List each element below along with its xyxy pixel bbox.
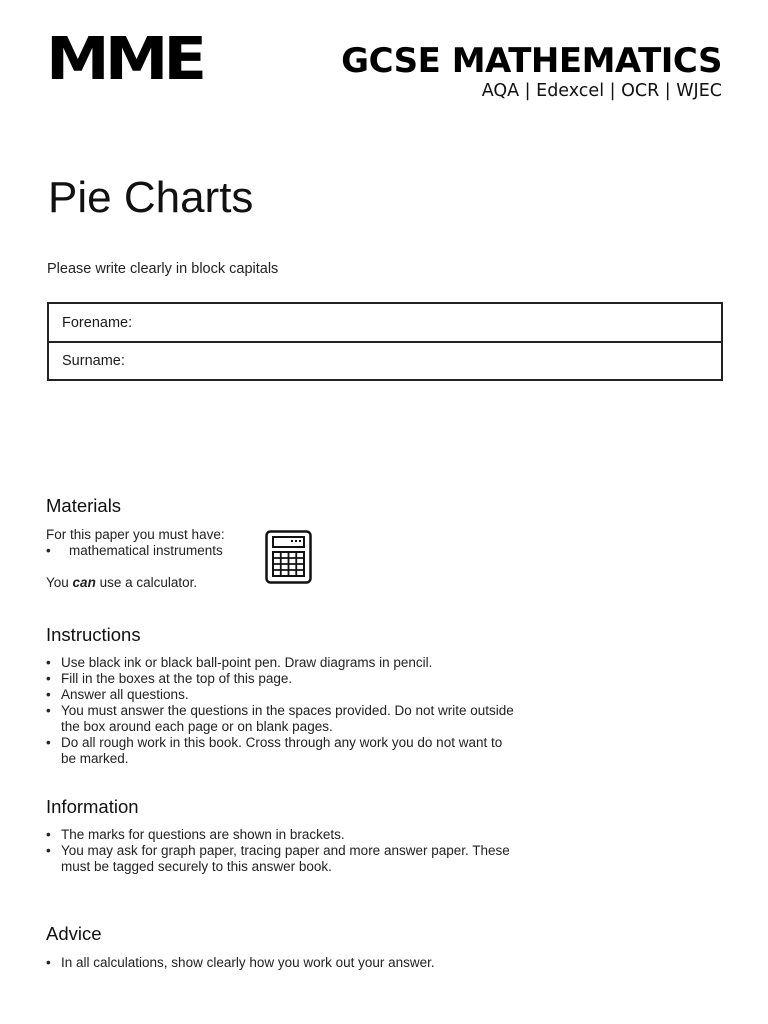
list-item: • Do all rough work in this book. Cross through any work you do not want to be marked. xyxy=(46,735,516,767)
calculator-note-suffix: use a calculator. xyxy=(95,575,198,590)
list-item: • In all calculations, show clearly how you work out your answer. xyxy=(46,955,516,971)
block-capitals-note: Please write clearly in block capitals xyxy=(47,261,279,277)
instructions-list xyxy=(46,655,516,767)
advice-list xyxy=(46,955,516,971)
forename-field[interactable] xyxy=(49,304,721,341)
list-item: • Use black ink or black ball-point pen. Draw diagrams in pencil. xyxy=(46,655,516,671)
list-item: • mathematical instruments xyxy=(46,543,223,559)
name-box xyxy=(47,302,723,381)
calculator-icon xyxy=(265,530,313,584)
list-item: • Answer all questions. xyxy=(46,687,516,703)
information-heading: Information xyxy=(46,796,139,817)
information-list xyxy=(46,827,516,875)
surname-label: Surname: xyxy=(62,352,125,369)
materials-intro: For this paper you must have: xyxy=(46,527,225,542)
materials-list xyxy=(46,543,223,559)
list-item: • You must answer the questions in the spaces provided. Do not write outside the box around each page or on blank pages. xyxy=(46,703,516,735)
exam-header xyxy=(341,41,722,101)
list-item: • The marks for questions are shown in brackets. xyxy=(46,827,516,843)
list-item: • Fill in the boxes at the top of this page. xyxy=(46,671,516,687)
mme-logo: MME xyxy=(46,25,203,94)
advice-heading: Advice xyxy=(46,923,102,944)
document-title: Pie Charts xyxy=(48,173,254,222)
instructions-heading: Instructions xyxy=(46,624,141,645)
calculator-note xyxy=(46,575,197,591)
forename-label: Forename: xyxy=(62,314,133,331)
subject-title: GCSE MATHEMATICS xyxy=(341,41,722,81)
materials-heading: Materials xyxy=(46,495,122,516)
surname-field[interactable] xyxy=(49,341,721,378)
calculator-note-emphasis: can xyxy=(72,575,96,590)
list-item: • You may ask for graph paper, tracing paper and more answer paper. These must be tagged securely to this answer book. xyxy=(46,843,516,875)
exam-boards: AQA | Edexcel | OCR | WJEC xyxy=(481,81,722,101)
calculator-note-prefix: You xyxy=(46,575,73,590)
